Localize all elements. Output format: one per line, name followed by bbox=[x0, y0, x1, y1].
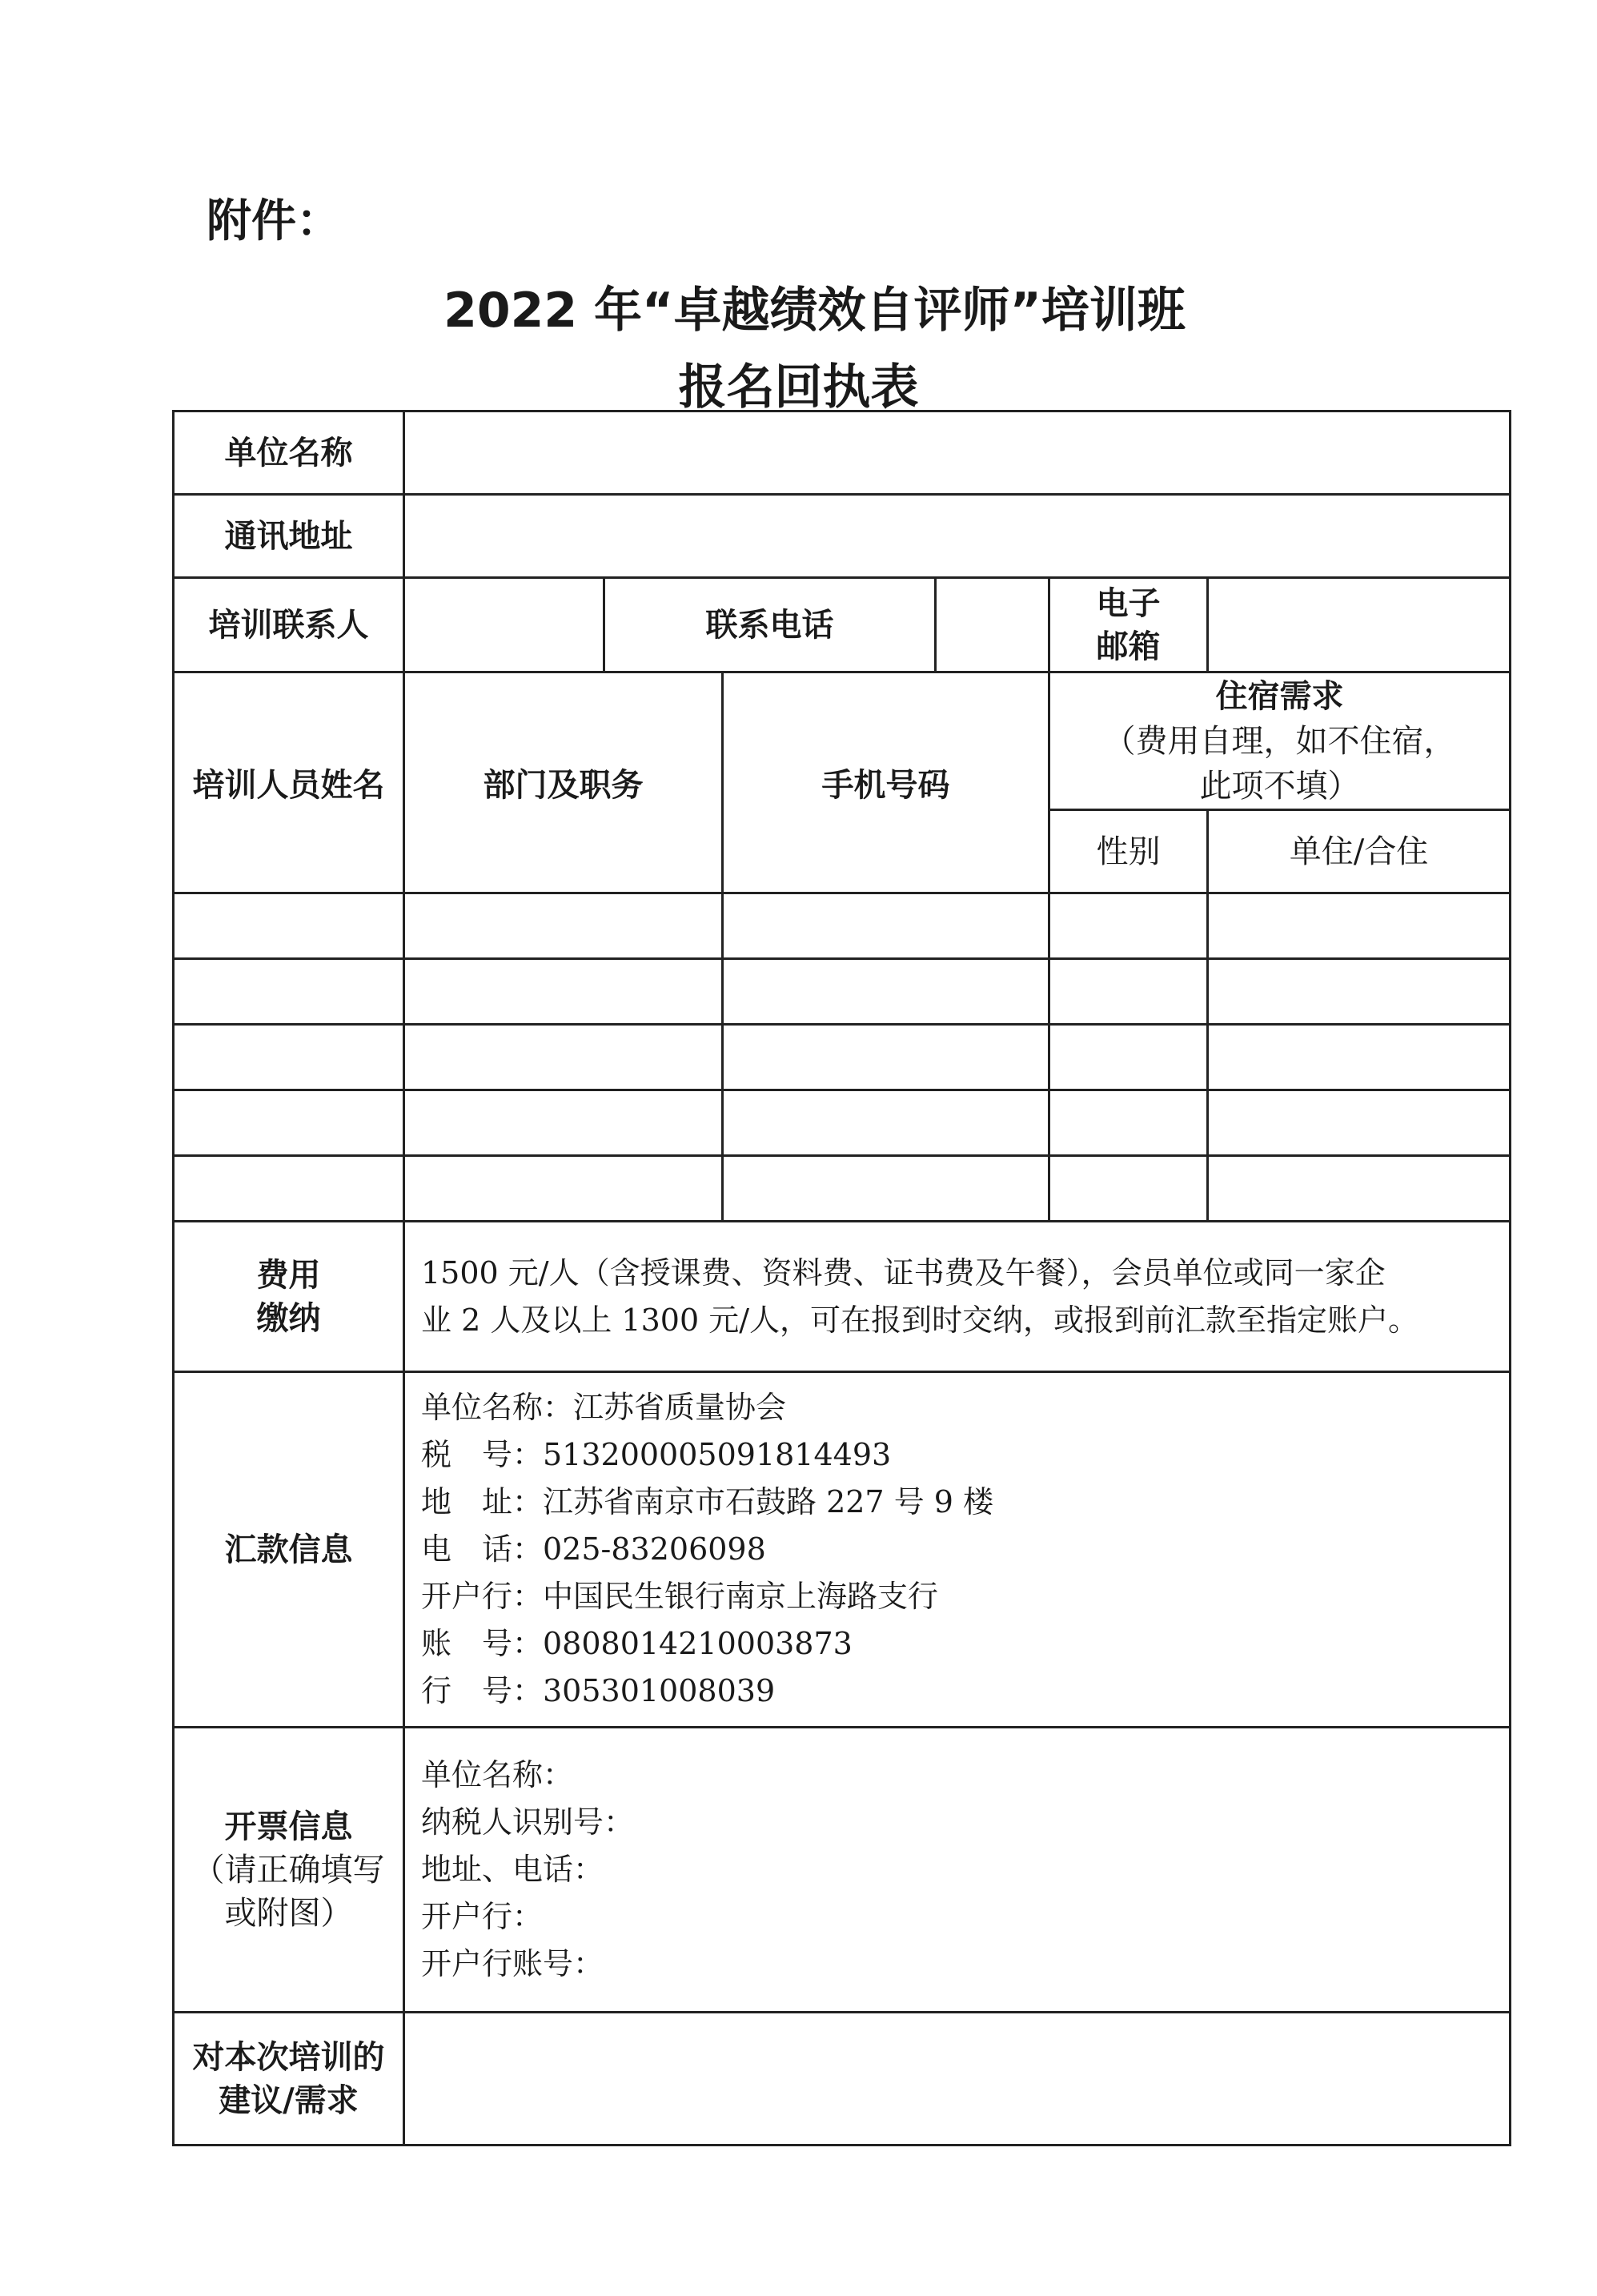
trainee-name-cell[interactable] bbox=[174, 893, 404, 959]
remit-account: 账 号：0808014210003873 bbox=[421, 1625, 853, 1661]
row-unit-name bbox=[174, 411, 1511, 495]
fee-label-line2: 缴纳 bbox=[256, 1299, 321, 1337]
trainee-room-cell[interactable] bbox=[1208, 1090, 1511, 1156]
invoice-bank: 开户行： bbox=[421, 1898, 544, 1934]
row-suggestion bbox=[174, 2013, 1511, 2145]
trainee-mobile-cell[interactable] bbox=[723, 1156, 1049, 1222]
remit-info bbox=[404, 1372, 1511, 1728]
fee-text-line1: 1500 元/人（含授课费、资料费、证书费及午餐），会员单位或同一家企 bbox=[421, 1254, 1386, 1290]
invoice-label-line3: 或附图） bbox=[224, 1894, 353, 1932]
remit-bank-code: 行 号：305301008039 bbox=[421, 1672, 776, 1708]
row-trainee-header bbox=[174, 672, 1511, 810]
trainee-gender-cell[interactable] bbox=[1049, 1090, 1208, 1156]
invoice-address-phone: 地址、电话： bbox=[421, 1852, 604, 1888]
suggestion-label-line1: 对本次培训的 bbox=[192, 2037, 385, 2076]
lodging-header bbox=[1049, 672, 1511, 810]
trainee-dept-cell[interactable] bbox=[404, 1090, 723, 1156]
suggestion-field[interactable] bbox=[404, 2013, 1511, 2145]
fee-label-line1: 费用 bbox=[256, 1255, 321, 1294]
remit-phone: 电 话：025-83206098 bbox=[421, 1531, 766, 1567]
unit-name-field[interactable] bbox=[404, 411, 1511, 495]
email-field[interactable] bbox=[1208, 578, 1511, 672]
form-title: 2022 年“卓越绩效自评师”培训班 bbox=[443, 283, 1186, 339]
address-field[interactable] bbox=[404, 495, 1511, 578]
trainee-dept-cell[interactable] bbox=[404, 1025, 723, 1090]
trainee-mobile-cell[interactable] bbox=[723, 893, 1049, 959]
trainee-room-cell[interactable] bbox=[1208, 1156, 1511, 1222]
lodging-note-line1: （费用自理，如不住宿， bbox=[1103, 722, 1456, 760]
email-label-line1: 电子 bbox=[1096, 584, 1161, 622]
form-subtitle: 报名回执表 bbox=[678, 359, 919, 415]
remit-bank: 开户行：中国民生银行南京上海路支行 bbox=[421, 1578, 939, 1614]
trainee-mobile-cell[interactable] bbox=[723, 1025, 1049, 1090]
row-remit bbox=[174, 1372, 1511, 1728]
unit-name-label: 单位名称 bbox=[174, 411, 404, 495]
address-label: 通讯地址 bbox=[174, 495, 404, 578]
suggestion-label-line2: 建议/需求 bbox=[219, 2081, 359, 2119]
remit-label: 汇款信息 bbox=[174, 1372, 404, 1728]
trainee-row bbox=[174, 1156, 1511, 1222]
row-address bbox=[174, 495, 1511, 578]
remit-unit-name: 单位名称：江苏省质量协会 bbox=[421, 1390, 787, 1426]
contact-person-label: 培训联系人 bbox=[174, 578, 404, 672]
contact-person-field[interactable] bbox=[404, 578, 604, 672]
trainee-gender-cell[interactable] bbox=[1049, 893, 1208, 959]
invoice-bank-account: 开户行账号： bbox=[421, 1945, 604, 1981]
remit-address: 地 址：江苏省南京市石鼓路 227 号 9 楼 bbox=[421, 1484, 994, 1520]
trainee-gender-cell[interactable] bbox=[1049, 1156, 1208, 1222]
trainee-name-cell[interactable] bbox=[174, 1025, 404, 1090]
trainee-dept-cell[interactable] bbox=[404, 959, 723, 1025]
trainee-name-cell[interactable] bbox=[174, 1090, 404, 1156]
mobile-header: 手机号码 bbox=[723, 672, 1049, 893]
trainee-dept-cell[interactable] bbox=[404, 893, 723, 959]
trainee-dept-cell[interactable] bbox=[404, 1156, 723, 1222]
invoice-label-line1: 开票信息 bbox=[224, 1807, 353, 1845]
trainee-name-cell[interactable] bbox=[174, 959, 404, 1025]
lodging-note-line2: 此项不填） bbox=[1199, 767, 1360, 805]
gender-header: 性别 bbox=[1049, 810, 1208, 893]
trainee-row bbox=[174, 1090, 1511, 1156]
contact-phone-field[interactable] bbox=[936, 578, 1049, 672]
email-label bbox=[1049, 578, 1208, 672]
trainee-name-cell[interactable] bbox=[174, 1156, 404, 1222]
email-label-line2: 邮箱 bbox=[1096, 627, 1161, 665]
invoice-label-line2: （请正确填写 bbox=[192, 1851, 385, 1889]
lodging-title: 住宿需求 bbox=[1215, 676, 1344, 715]
row-invoice bbox=[174, 1728, 1511, 2013]
trainee-row bbox=[174, 959, 1511, 1025]
invoice-label bbox=[174, 1728, 404, 2013]
fee-label bbox=[174, 1222, 404, 1372]
room-type-header: 单住/合住 bbox=[1208, 810, 1511, 893]
trainee-room-cell[interactable] bbox=[1208, 1025, 1511, 1090]
trainee-row bbox=[174, 893, 1511, 959]
trainee-name-header: 培训人员姓名 bbox=[174, 672, 404, 893]
fee-text-line2: 业 2 人及以上 1300 元/人，可在报到时交纳，或报到前汇款至指定账户。 bbox=[421, 1302, 1419, 1338]
trainee-row bbox=[174, 1025, 1511, 1090]
suggestion-label bbox=[174, 2013, 404, 2145]
dept-title-header: 部门及职务 bbox=[404, 672, 723, 893]
invoice-fields[interactable] bbox=[404, 1728, 1511, 2013]
row-fee bbox=[174, 1222, 1511, 1372]
trainee-room-cell[interactable] bbox=[1208, 893, 1511, 959]
invoice-taxpayer-id: 纳税人识别号： bbox=[421, 1804, 635, 1840]
trainee-mobile-cell[interactable] bbox=[723, 959, 1049, 1025]
registration-form bbox=[172, 410, 1511, 2146]
remit-tax-id: 税 号：513200005091814493 bbox=[421, 1437, 892, 1473]
contact-phone-label: 联系电话 bbox=[604, 578, 936, 672]
trainee-gender-cell[interactable] bbox=[1049, 959, 1208, 1025]
trainee-room-cell[interactable] bbox=[1208, 959, 1511, 1025]
invoice-unit-name: 单位名称： bbox=[421, 1757, 574, 1793]
trainee-gender-cell[interactable] bbox=[1049, 1025, 1208, 1090]
attachment-label: 附件： bbox=[207, 195, 341, 247]
fee-text bbox=[404, 1222, 1511, 1372]
row-contact bbox=[174, 578, 1511, 672]
trainee-mobile-cell[interactable] bbox=[723, 1090, 1049, 1156]
